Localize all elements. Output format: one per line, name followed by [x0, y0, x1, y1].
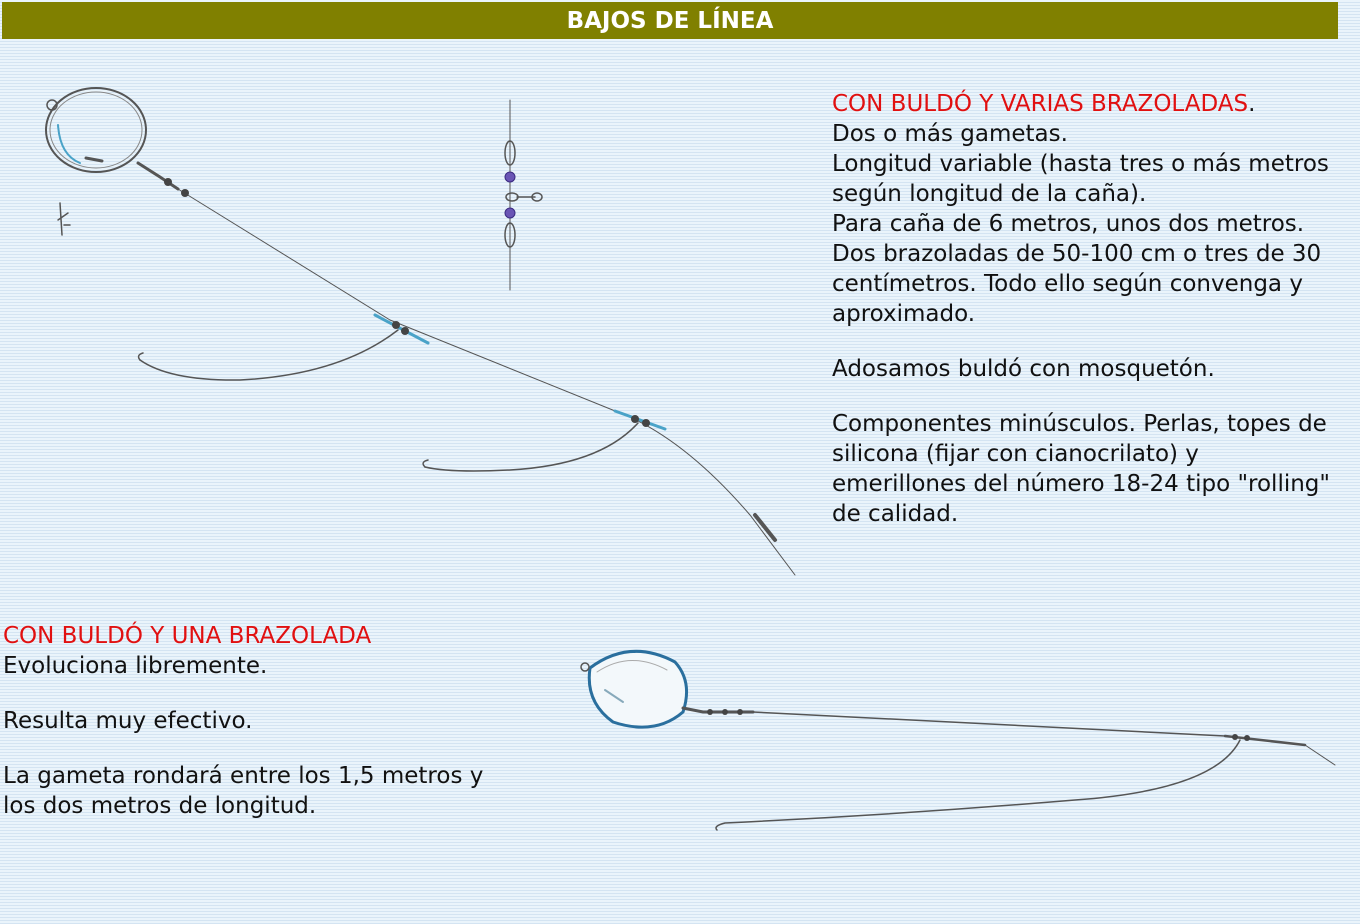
line-length: Longitud variable (hasta tres o más metros según longitud de la caña). [832, 151, 1329, 207]
line-effective: Resulta muy efectivo. [3, 708, 253, 734]
line-bulldo-snap: Adosamos buldó con mosquetón. [832, 356, 1215, 382]
line-rod-six-meters: Para caña de 6 metros, unos dos metros. [832, 211, 1305, 237]
page-header [2, 2, 1338, 39]
section-single-dropper [3, 621, 523, 821]
section-multiple-droppers-title: CON BULDÓ Y VARIAS BRAZOLADAS. [832, 91, 1256, 117]
line-evolves: Evoluciona libremente. [3, 653, 268, 679]
swivel-beads-detail-drawing [495, 95, 555, 295]
rig-single-dropper-drawing [575, 640, 1340, 840]
page-title: BAJOS DE LÍNEA [566, 7, 774, 34]
line-components: Componentes minúsculos. Perlas, topes de silicona (fijar con cianocrilato) y emerillones del número 18-24 tipo "rolling" de calidad. [832, 411, 1330, 527]
rig-multiple-droppers-drawing [40, 85, 810, 580]
line-gameta-length: La gameta rondará entre los 1,5 metros y los dos metros de longitud. [3, 763, 484, 819]
section-single-dropper-title: CON BULDÓ Y UNA BRAZOLADA [3, 623, 372, 649]
line-gametas: Dos o más gametas. [832, 121, 1068, 147]
line-droppers: Dos brazoladas de 50-100 cm o tres de 30 centímetros. Todo ello según convenga y aproximado. [832, 241, 1322, 327]
section-multiple-droppers [832, 89, 1332, 529]
